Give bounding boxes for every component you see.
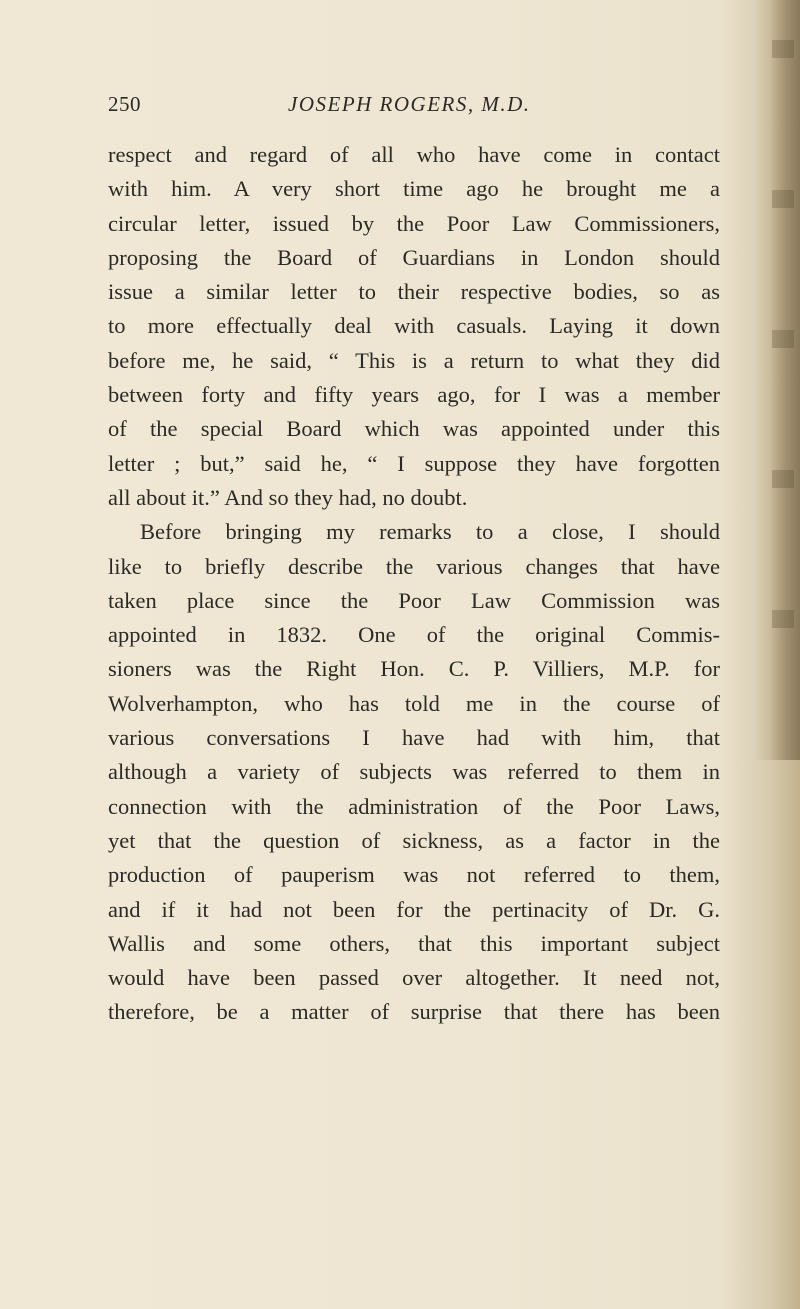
edge-mark [772, 40, 794, 58]
text-line: issue a similar letter to their respective bodies, so as [108, 279, 720, 305]
page-header [108, 92, 720, 122]
edge-mark [772, 610, 794, 628]
text-line: various conversations I have had with him, that [108, 725, 720, 751]
page-number: 250 [108, 92, 141, 116]
text-line: Wallis and some others, that this important subject [108, 930, 720, 956]
text-line: appointed in 1832. One of the original Commis- [108, 622, 720, 648]
text-line: production of pauperism was not referred to them, [108, 862, 720, 888]
body-text [108, 138, 720, 1030]
edge-mark [772, 470, 794, 488]
text-line: although a variety of subjects was referred to them in [108, 759, 720, 785]
text-line: yet that the question of sickness, as a factor in the [108, 827, 720, 853]
text-line: letter ; but,” said he, “ I suppose they have forgotten [108, 450, 720, 476]
text-line: Wolverhampton, who has told me in the course of [108, 690, 720, 716]
text-line: of the special Board which was appointed under this [108, 416, 720, 442]
edge-mark [772, 330, 794, 348]
text-line: circular letter, issued by the Poor Law Commissioners, [108, 210, 720, 236]
text-line: all about it.” And so they had, no doubt. [108, 484, 468, 510]
text-line: sioners was the Right Hon. C. P. Villiers, M.P. for [108, 656, 720, 682]
text-line: respect and regard of all who have come in contact [108, 142, 720, 167]
text-line: taken place since the Poor Law Commission was [108, 587, 720, 613]
text-line: and if it had not been for the pertinacity of Dr. G. [108, 896, 720, 922]
edge-mark [772, 190, 794, 208]
text-line: Before bringing my remarks to a close, I should [140, 519, 720, 545]
text-line: would have been passed over altogether. It need not, [108, 965, 720, 991]
text-line: with him. A very short time ago he brought me a [108, 176, 720, 202]
text-line: to more effectually deal with casuals. Laying it down [108, 313, 720, 339]
text-line: before me, he said, “ This is a return to what they did [108, 347, 720, 373]
page-edge-shadow [754, 0, 800, 760]
text-line: connection with the administration of the Poor Laws, [108, 793, 720, 819]
text-line: like to briefly describe the various changes that have [108, 553, 720, 579]
running-head: JOSEPH ROGERS, M.D. [288, 92, 531, 116]
text-line: between forty and fifty years ago, for I was a member [108, 382, 720, 408]
text-line: therefore, be a matter of surprise that there has been [108, 999, 720, 1025]
text-line: proposing the Board of Guardians in London should [108, 244, 720, 270]
